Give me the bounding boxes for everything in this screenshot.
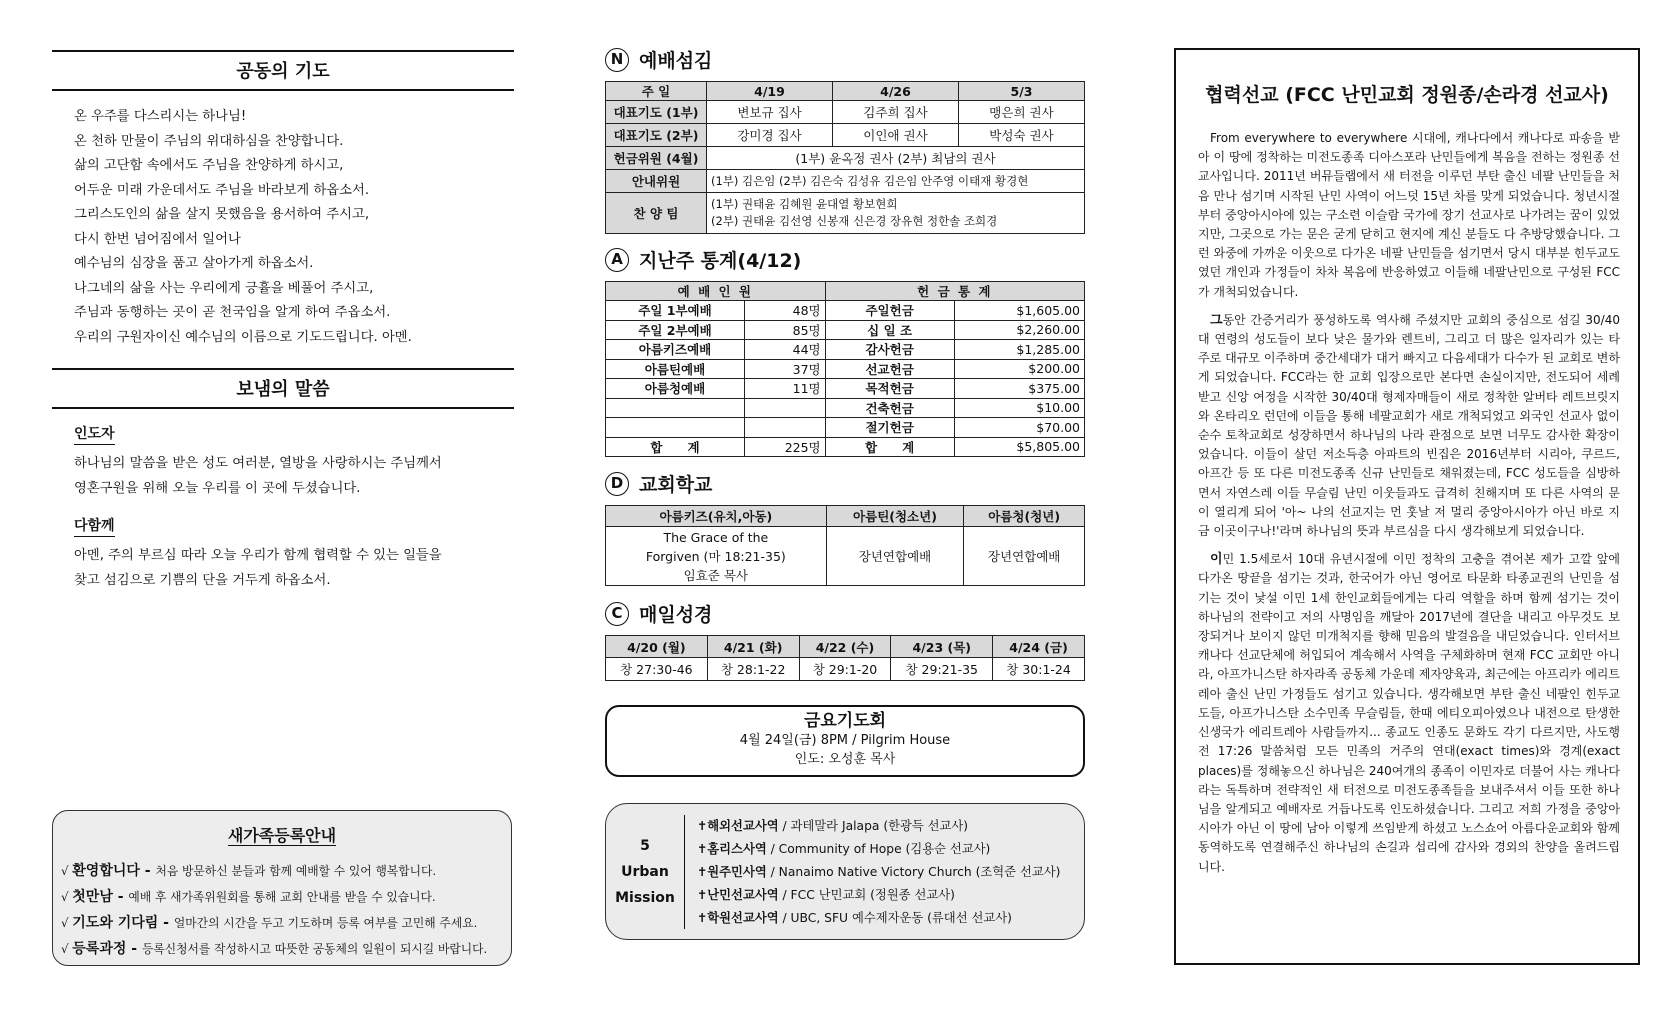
table-cell: $1,605.00 [954,301,1084,321]
leader-label: 인도자 [74,423,115,445]
middle-column [605,0,1085,1020]
table-cell [745,398,826,418]
check-icon: √ [61,890,69,904]
table-cell: 11명 [745,379,826,399]
table-header: 5/3 [958,82,1084,101]
leader-line: 영혼구원을 위해 오늘 우리를 이 곳에 두셨습니다. [74,481,361,496]
table-cell: 아름틴예배 [606,359,745,379]
table-header: 아름청(청년) [964,506,1085,527]
row-label: 헌금위원 (4월) [606,147,707,170]
total-value: $5,805.00 [954,437,1084,457]
table-cell: (1부) 김은임 (2부) 김은숙 김성유 김은임 안주영 이태재 황경현 [707,170,1085,193]
prayer-line: 다시 한번 넘어짐에서 일어나 [74,231,241,247]
table-cell: $2,260.00 [954,320,1084,340]
table-cell: 건축헌금 [825,398,954,418]
prayer-line: 그리스도인의 삶을 살지 못했음을 용서하여 주시고, [74,207,370,222]
together-text [52,543,514,593]
table-row [606,379,1085,399]
new-family-list [61,858,511,962]
table-cell: 아름키즈예배 [606,340,745,360]
table-header: 4/23 (목) [891,636,993,658]
right-column [1174,0,1640,1020]
total-row [606,437,1085,457]
prayer-text [52,91,514,350]
table-cell: $200.00 [954,359,1084,379]
school-title: 교회학교 [639,474,713,496]
total-label: 합 계 [825,437,954,457]
bible-table [605,635,1085,681]
table-cell: 창 29:1-20 [799,658,891,681]
table-row [606,340,1085,360]
table-row [606,658,1085,681]
total-value: 225명 [745,437,826,457]
worship-table [605,81,1085,234]
drop-lead: 이 [1210,552,1223,568]
leader-line: 하나님의 말씀을 받은 성도 여러분, 열방을 사랑하시는 주님께서 [74,456,442,471]
kids-line: Forgiven (마 18:21-35) [645,548,786,564]
bible-heading [605,600,1085,627]
table-row [606,147,1085,170]
sending-word-title: 보냄의 말씀 [52,368,514,409]
circled-letter-icon: C [605,602,629,626]
urban-mission-box [605,803,1085,940]
table-cell: 십 일 조 [825,320,954,340]
table-cell: 변보규 집사 [707,101,833,124]
paragraph-body: 민 1.5세로서 10대 유년시절에 이민 정착의 고충을 겪어본 제가 고깔 앞에 다가온 땅끝을 섬기는 것과, 한국어가 아닌 영어로 타문화 타종교권의 난민을 섬기는 것이 낯설 이민 1세 한인교회들에게는 다리 역할을 하며 함께 섬기는 것이 하나님의 전략이고 저의 사명임을 깨달아 2017년에 결단을 내리고 아무것도 보장되거나 보이지 않던 미개척지를 향해 믿음의 발걸음을 내딛었습니다. 인터서브 캐나다 선교단체에 허입되어 계속해서 사역을 구체화하며 현재 FCC 교회만 아니라, 아프가니스탄 하자라족 공동체 가운데 제자양육과, 최근에는 아프리카 에리트레아 출신 난민 가정들도 섬기고 있습니다. 생각해보면 부탄 출신 네팔인 힌두교도들, 아프가니스탄 소수민족 무슬림들, 한때 에티오피아였으나 내전으로 탄생한 신생국가 에리트레아 사람들까지... 종교도 인종도 문화도 각기 다르지만, 사도행전 17:26 말씀처럼 모든 민족의 거주의 연대(exact times)와 경계(exact places)를 정해놓으신 하나님은 240여개의 종족이 이민자로 더불어 사는 캐나다라는 독특하며 전략적인 새 터전으로 미전도종족들을 보내주셔서 이들 또한 하나님을 알게되고 예배자로 거듭나도록 인도하셨습니다. 그리고 저희 가정을 중앙아시아가 아닌 이 땅에 남아 이렇게 쓰임받게 하셨고 노스쇼어 아름다운교회와 함께 동역하도록 연결해주신 하나님의 손길과 섭리에 감사와 경외의 찬양을 올려드립니다. [1198,552,1620,874]
item-text: 예배 후 새가족위원회를 통해 교회 안내를 받을 수 있습니다. [128,890,436,904]
table-cell: 창 28:1-22 [707,658,799,681]
item-label: 첫만남 [72,889,113,905]
item-text: 얼마간의 시간을 두고 기도하며 등록 여부를 고민해 주세요. [173,916,478,930]
item-dash: - [112,889,129,905]
table-cell: 주일 2부예배 [606,320,745,340]
table-header: 4/26 [832,82,958,101]
prayer-line: 온 우주를 다스리시는 하나님! [74,109,247,124]
table-cell: 창 27:30-46 [606,658,708,681]
item-text: 등록신청서를 작성하시고 따뜻한 공동체의 일원이 되시길 바랍니다. [141,942,488,956]
friday-prayer-title: 금요기도회 [803,711,887,731]
table-header: 4/24 (금) [993,636,1085,658]
table-row [606,320,1085,340]
choir-line: (2부) 권태윤 김선영 신봉재 신은경 장유현 정한솔 조희경 [711,214,998,228]
urban-mission-list [684,815,1060,929]
mission-name: ✝원주민사역 [697,864,767,879]
item-dash: - [139,863,156,879]
mission-detail: / UBC, SFU 예수제자운동 (류대선 선교사) [778,910,1012,925]
table-row [606,359,1085,379]
friday-prayer-box [605,705,1085,777]
table-header: 아름틴(청소년) [826,506,964,527]
list-item [697,861,1060,884]
item-label: 등록과정 [72,941,127,957]
list-item [697,838,1060,861]
table-cell: 주일 1부예배 [606,301,745,321]
new-family-item [61,910,511,936]
mission-name: ✝난민선교사역 [697,887,779,902]
label-line: Mission [615,889,675,906]
table-row [606,124,1085,147]
table-header: 아름키즈(유치,아동) [606,506,827,527]
prayer-line: 삶의 고단함 속에서도 주님을 찬양하게 하시고, [74,158,344,173]
table-row [606,527,1085,586]
new-family-box [52,810,512,966]
row-label: 대표기도 (1부) [606,101,707,124]
table-cell: 장년연합예배 [964,527,1085,586]
check-icon: √ [61,942,69,956]
table-row [606,170,1085,193]
table-cell: $70.00 [954,418,1084,438]
label-line: 5 [640,837,650,854]
new-family-item [61,858,511,884]
list-item [697,815,1060,838]
prayer-line: 예수님의 심장을 품고 살아가게 하옵소서. [74,256,314,271]
drop-lead: 그 [1210,312,1223,328]
table-cell: 선교헌금 [825,359,954,379]
new-family-item [61,936,511,962]
choir-line: (1부) 권태윤 김혜원 윤대열 황보현희 [711,197,898,211]
prayer-line: 주님과 동행하는 곳이 곧 천국임을 알게 하여 주옵소서. [74,305,391,320]
stats-heading [605,246,1085,273]
table-header: 헌 금 통 계 [825,282,1084,301]
table-cell: 44명 [745,340,826,360]
article-paragraph [1198,311,1620,541]
list-item [697,884,1060,907]
table-cell: 목적헌금 [825,379,954,399]
item-label: 환영합니다 [72,863,140,879]
table-cell: 48명 [745,301,826,321]
friday-prayer-leader: 인도: 오성훈 목사 [794,752,896,767]
table-cell: $1,285.00 [954,340,1084,360]
prayer-line: 어두운 미래 가운데서도 주님을 바라보게 하옵소서. [74,182,370,198]
table-row [606,301,1085,321]
new-family-title: 새가족등록안내 [227,826,337,845]
table-cell: 김주희 집사 [832,101,958,124]
article-paragraph [1198,550,1620,876]
table-cell [745,418,826,438]
table-cell: 85명 [745,320,826,340]
prayer-line: 우리의 구원자이신 예수님의 이름으로 기도드립니다. 아멘. [74,329,412,345]
table-cell [606,418,745,438]
mission-article-box [1174,48,1640,965]
table-header: 4/20 (월) [606,636,708,658]
mission-name: ✝해외선교사역 [697,818,779,833]
table-cell: $10.00 [954,398,1084,418]
mission-detail: / Community of Hope (김용순 선교사) [766,841,991,856]
table-cell [707,193,1085,234]
mission-detail: / FCC 난민교회 (정원종 선교사) [778,887,955,902]
school-table [605,505,1085,586]
together-line: 찾고 섬김으로 기쁨의 단을 거두게 하옵소서. [74,573,331,588]
prayer-title: 공동의 기도 [52,50,514,91]
table-cell: 장년연합예배 [826,527,964,586]
stats-table [605,281,1085,457]
prayer-line: 나그네의 삶을 사는 우리에게 긍휼을 베풀어 주시고, [74,280,374,296]
prayer-line: 온 천하 만물이 주님의 위대하심을 찬양합니다. [74,133,344,149]
table-cell: 강미경 집사 [707,124,833,147]
item-text: 처음 방문하신 분들과 함께 예배할 수 있어 행복합니다. [155,864,437,878]
mission-detail: / 과테말라 Jalapa (한광득 선교사) [778,818,969,833]
table-cell [606,527,827,586]
article-title: 협력선교 (FCC 난민교회 정원종/손라경 선교사) [1205,84,1609,106]
kids-line: 임효준 목사 [683,567,749,583]
urban-mission-label [606,833,684,911]
table-cell: 감사헌금 [825,340,954,360]
row-label: 찬 양 팀 [606,193,707,234]
row-label: 안내위원 [606,170,707,193]
table-cell: 창 30:1-24 [993,658,1085,681]
kids-line: The Grace of the [663,529,769,545]
leader-text [52,451,514,501]
table-cell: (1부) 윤옥정 권사 (2부) 최남의 권사 [707,147,1085,170]
stats-title: 지난주 통계(4/12) [639,250,802,272]
together-line: 아멘, 주의 부르심 따라 오늘 우리가 함께 협력할 수 있는 일들을 [74,548,442,563]
row-label: 대표기도 (2부) [606,124,707,147]
mission-name: ✝학원선교사역 [697,910,779,925]
check-icon: √ [61,916,69,930]
worship-service-heading [605,46,1085,73]
table-cell: 아름청예배 [606,379,745,399]
table-row [606,418,1085,438]
table-row [606,398,1085,418]
bible-title: 매일성경 [639,604,713,626]
table-cell: 37명 [745,359,826,379]
table-cell: 맹은희 권사 [958,101,1084,124]
mission-name: ✝홈리스사역 [697,841,767,856]
total-label: 합 계 [606,437,745,457]
table-row [606,193,1085,234]
table-cell: 주일헌금 [825,301,954,321]
circled-letter-icon: D [605,472,629,496]
table-header: 예 배 인 원 [606,282,826,301]
left-column [52,0,514,1020]
new-family-item [61,884,511,910]
table-header: 4/21 (화) [707,636,799,658]
item-label: 기도와 기다림 [72,915,159,931]
friday-prayer-time: 4월 24일(금) 8PM / Pilgrim House [739,733,951,748]
worship-service-title: 예배섬김 [639,50,713,72]
table-cell: 절기헌금 [825,418,954,438]
table-header: 4/22 (수) [799,636,891,658]
table-cell: $375.00 [954,379,1084,399]
circled-letter-icon: N [605,48,629,72]
paragraph-body: 동안 간증거리가 풍성하도록 역사해 주셨지만 교회의 중심으로 섬길 30/40대 연령의 성도들이 보다 낮은 물가와 렌트비, 그리고 더 많은 일자리가 있는 타 주로 대규모 이주하며 중간세대가 대거 빠지고 다음세대가 다수가 된 교회로 변하게 되었습니다. FCC라는 한 교회 입장으로만 본다면 손실이지만, 전도되어 세례받고 신앙 여정을 시작한 30/40대 형제자매들이 새로 정착한 알버타 레트브릿지와 온타리오 런던에 이들을 통해 네팔교회가 새로 개척되었고 외국인 선교사 없이 순수 토착교회로 성장하면서 하나님의 나라 관점으로 보면 너무도 감사한 확장이었습니다. 이들이 살던 저소득층 아파트의 빈집은 2016년부터 시리아, 쿠르드, 아프간 등 또 다른 미전도종족 신규 난민들로 채워졌는데, FCC 성도들을 심방하면서 자연스레 이들 무슬림 난민 이웃들과도 급격히 친해지며 또 다른 사역의 문이 열리게 되어 '아~ 나의 선교지는 먼 훗날 저 멀리 중앙아시아가 아닌 바로 지금 이곳이구나!'라며 하나님의 뜻과 부르심을 다시 생각해보게 되었습니다. [1198,312,1620,539]
school-heading [605,470,1085,497]
table-row [606,101,1085,124]
table-cell [606,398,745,418]
label-line: Urban [621,863,669,880]
circled-letter-icon: A [605,248,629,272]
article-paragraph: From everywhere to everywhere 시대에, 캐나다에서 캐나다로 파송을 받아 이 땅에 정착하는 미전도종족 디아스포라 난민들에게 복음을 전하는 정원종 선교사입니다. 2011년 버뮤들랩에서 새 터전을 이루던 부탄 출신 네팔 난민들을 처음 만나 섬기며 시작된 난민 사역이 어느덧 15년 차를 맞게 되었습니다. 청년시절부터 중앙아시아에 있는 구소련 이슬람 국가에 장기 선교사로 나가려는 꿈이 있었지만, 그곳으로 가는 문은 굳게 닫히고 현지에 계신 분들도 다 추방당했습니다. 그런 와중에 가까운 이웃으로 다가온 네팔 난민들을 섬기면서 당시 대부분 힌두교도였던 개인과 가정들이 차차 복음에 반응하였고 이들해 네팔난민으로 구성된 FCC가 개척되었습니다. [1198,131,1620,299]
item-dash: - [158,915,174,931]
together-label: 다함께 [74,515,115,537]
table-cell: 창 29:21-35 [891,658,993,681]
table-cell: 이인애 권사 [832,124,958,147]
table-cell: 박성숙 권사 [958,124,1084,147]
check-icon: √ [61,864,69,878]
table-header: 주 일 [606,82,707,101]
item-dash: - [126,941,142,957]
mission-detail: / Nanaimo Native Victory Church (조혁준 선교사) [766,864,1061,879]
list-item [697,907,1060,930]
table-header: 4/19 [707,82,833,101]
